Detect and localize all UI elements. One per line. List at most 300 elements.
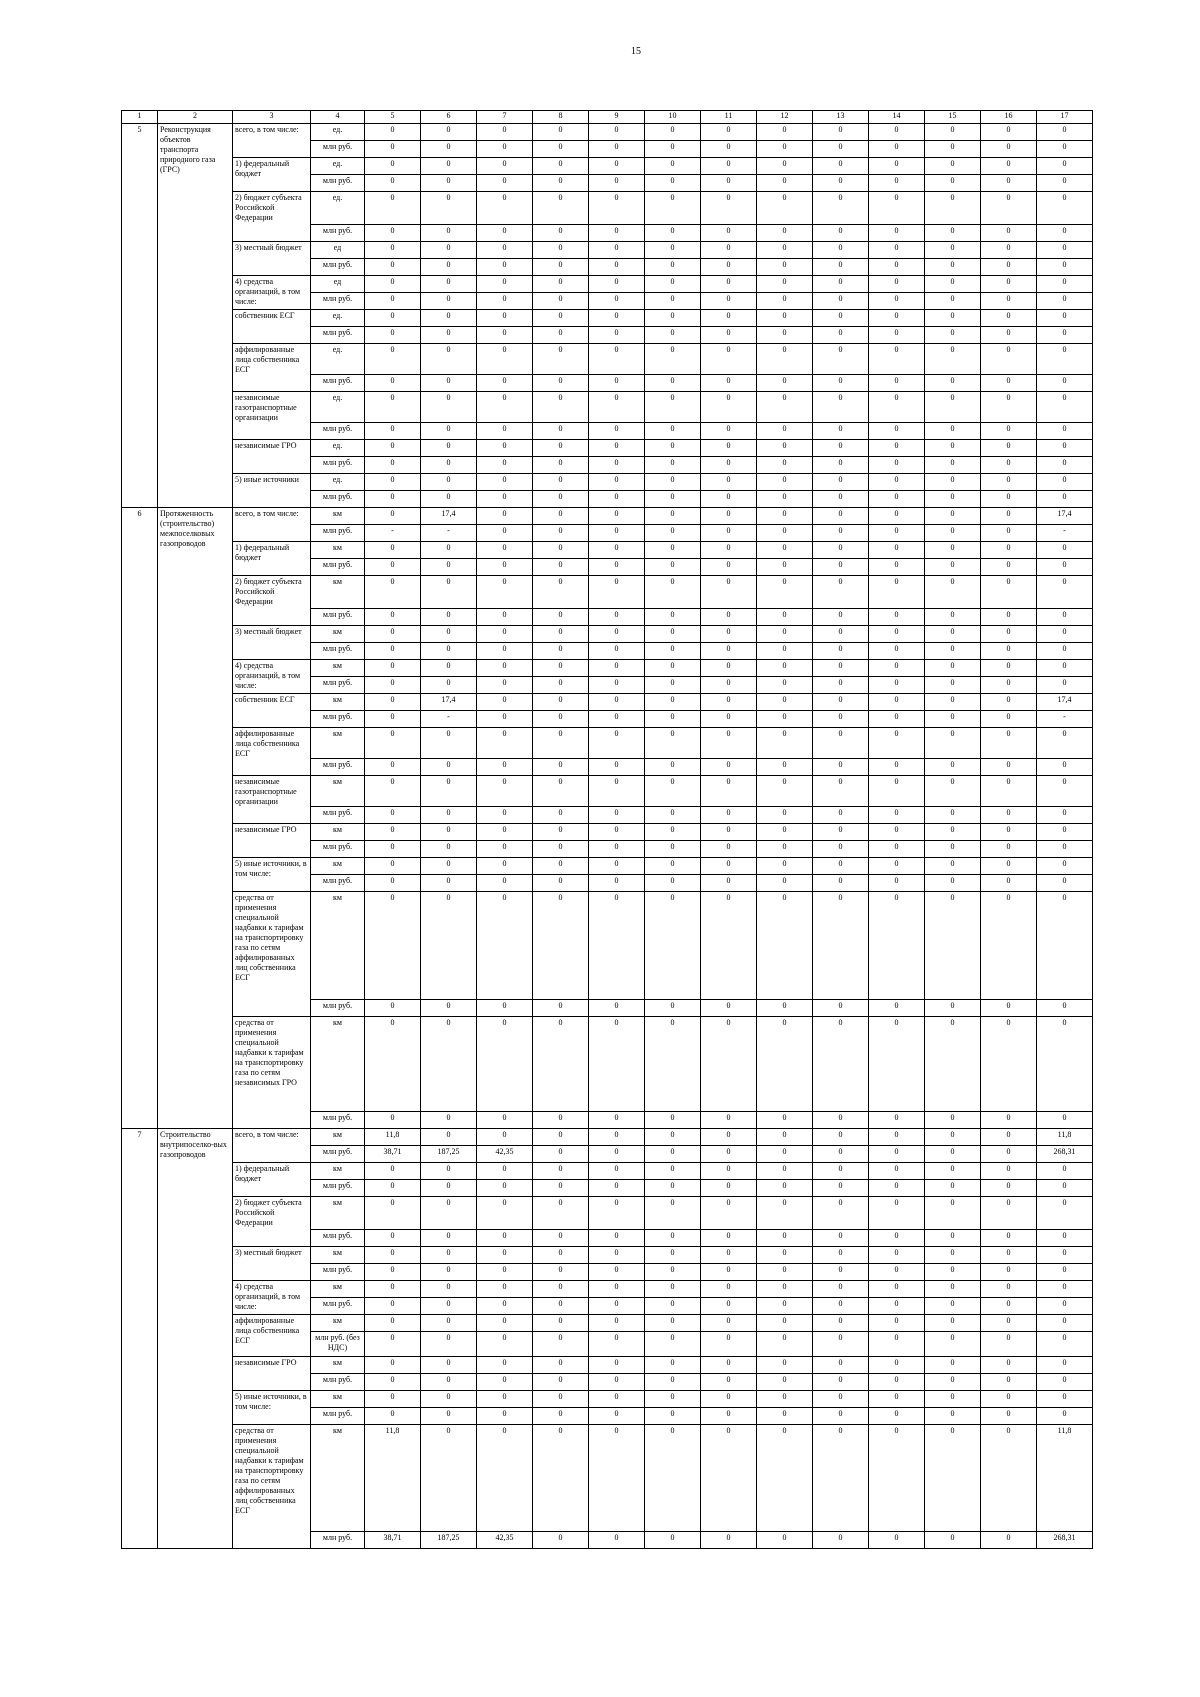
- funding-source-label: всего, в том числе:: [233, 124, 311, 158]
- unit-cell: км: [311, 1247, 365, 1264]
- value-cell: 0: [701, 1374, 757, 1391]
- value-cell: 0: [869, 1408, 925, 1425]
- value-cell: 0: [589, 1264, 645, 1281]
- value-cell: 0: [925, 440, 981, 457]
- value-cell: 0: [1037, 1230, 1093, 1247]
- value-cell: 0: [925, 327, 981, 344]
- value-cell: 0: [701, 892, 757, 1000]
- value-cell: 0: [421, 225, 477, 242]
- value-cell: 0: [981, 858, 1037, 875]
- value-cell: 0: [981, 392, 1037, 423]
- value-cell: 0: [645, 711, 701, 728]
- value-cell: 0: [813, 141, 869, 158]
- value-cell: 0: [701, 508, 757, 525]
- value-cell: 0: [533, 1532, 589, 1549]
- value-cell: 0: [757, 694, 813, 711]
- value-cell: 0: [813, 559, 869, 576]
- value-cell: 0: [981, 875, 1037, 892]
- value-cell: 0: [1037, 175, 1093, 192]
- value-cell: 0: [645, 728, 701, 759]
- value-cell: 0: [925, 1247, 981, 1264]
- value-cell: 0: [1037, 1391, 1093, 1408]
- value-cell: 0: [813, 1425, 869, 1532]
- unit-cell: км: [311, 1281, 365, 1298]
- table-row: [122, 1197, 1093, 1230]
- value-cell: 0: [589, 1332, 645, 1357]
- value-cell: 0: [477, 474, 533, 491]
- value-cell: 0: [701, 259, 757, 276]
- column-header: 16: [981, 111, 1037, 124]
- value-cell: 0: [477, 1357, 533, 1374]
- unit-cell: ед.: [311, 392, 365, 423]
- value-cell: 0: [421, 141, 477, 158]
- value-cell: 0: [533, 626, 589, 643]
- value-cell: 0: [869, 192, 925, 225]
- value-cell: 0: [421, 1298, 477, 1315]
- value-cell: 0: [533, 491, 589, 508]
- value-cell: 0: [1037, 892, 1093, 1000]
- value-cell: 0: [869, 559, 925, 576]
- value-cell: 0: [421, 1163, 477, 1180]
- value-cell: 0: [533, 776, 589, 807]
- value-cell: 0: [533, 841, 589, 858]
- value-cell: 0: [869, 660, 925, 677]
- value-cell: 0: [813, 124, 869, 141]
- value-cell: 0: [477, 141, 533, 158]
- value-cell: 0: [701, 576, 757, 609]
- value-cell: 0: [813, 508, 869, 525]
- table-row: [122, 440, 1093, 457]
- table-row: [122, 626, 1093, 643]
- value-cell: 0: [869, 694, 925, 711]
- value-cell: 0: [645, 576, 701, 609]
- value-cell: 0: [421, 1017, 477, 1112]
- unit-cell: млн руб.: [311, 175, 365, 192]
- value-cell: 0: [589, 626, 645, 643]
- value-cell: 0: [421, 192, 477, 225]
- value-cell: 0: [365, 892, 421, 1000]
- section-name: Протяженность (строительство) межпоселковых газопроводов: [158, 508, 233, 1129]
- value-cell: 0: [365, 423, 421, 440]
- unit-cell: млн руб.: [311, 875, 365, 892]
- value-cell: 0: [365, 660, 421, 677]
- value-cell: 0: [421, 474, 477, 491]
- value-cell: 0: [365, 1281, 421, 1298]
- value-cell: 0: [533, 242, 589, 259]
- funding-source-label: 2) бюджет субъекта Российской Федерации: [233, 192, 311, 242]
- unit-cell: млн руб.: [311, 1298, 365, 1315]
- value-cell: 0: [869, 759, 925, 776]
- value-cell: 0: [981, 1197, 1037, 1230]
- value-cell: 0: [981, 1247, 1037, 1264]
- value-cell: 0: [645, 694, 701, 711]
- value-cell: 0: [925, 457, 981, 474]
- value-cell: 0: [869, 1247, 925, 1264]
- value-cell: 0: [757, 423, 813, 440]
- value-cell: 0: [1037, 1298, 1093, 1315]
- value-cell: 0: [477, 344, 533, 375]
- value-cell: 0: [981, 1425, 1037, 1532]
- value-cell: 0: [589, 1425, 645, 1532]
- value-cell: 0: [365, 440, 421, 457]
- column-header: 7: [477, 111, 533, 124]
- value-cell: 0: [589, 1197, 645, 1230]
- table-row: [122, 474, 1093, 491]
- value-cell: 0: [365, 841, 421, 858]
- value-cell: 0: [589, 1146, 645, 1163]
- value-cell: 0: [589, 542, 645, 559]
- value-cell: -: [1037, 711, 1093, 728]
- value-cell: 0: [813, 711, 869, 728]
- value-cell: 0: [533, 327, 589, 344]
- value-cell: 0: [701, 824, 757, 841]
- value-cell: 0: [701, 1532, 757, 1549]
- value-cell: 0: [645, 677, 701, 694]
- value-cell: 0: [757, 677, 813, 694]
- value-cell: 0: [981, 344, 1037, 375]
- table-row: [122, 542, 1093, 559]
- value-cell: 0: [813, 875, 869, 892]
- value-cell: 0: [533, 892, 589, 1000]
- value-cell: 0: [421, 576, 477, 609]
- column-header: 12: [757, 111, 813, 124]
- value-cell: 0: [1037, 225, 1093, 242]
- value-cell: 0: [533, 728, 589, 759]
- value-cell: 0: [1037, 643, 1093, 660]
- value-cell: 0: [421, 1247, 477, 1264]
- value-cell: 0: [589, 677, 645, 694]
- value-cell: 0: [365, 491, 421, 508]
- value-cell: 0: [813, 1332, 869, 1357]
- value-cell: 42,35: [477, 1532, 533, 1549]
- value-cell: 0: [589, 1298, 645, 1315]
- value-cell: 11,8: [1037, 1129, 1093, 1146]
- value-cell: 0: [533, 1112, 589, 1129]
- value-cell: 0: [421, 759, 477, 776]
- value-cell: 0: [477, 293, 533, 310]
- value-cell: 0: [477, 609, 533, 626]
- value-cell: 268,31: [1037, 1532, 1093, 1549]
- value-cell: 0: [813, 225, 869, 242]
- value-cell: 0: [981, 1281, 1037, 1298]
- value-cell: 0: [757, 776, 813, 807]
- value-cell: 0: [365, 293, 421, 310]
- value-cell: 0: [533, 1017, 589, 1112]
- value-cell: 0: [701, 1247, 757, 1264]
- value-cell: 0: [477, 124, 533, 141]
- value-cell: 0: [1037, 327, 1093, 344]
- value-cell: 0: [589, 175, 645, 192]
- value-cell: 0: [701, 124, 757, 141]
- table-row: [122, 892, 1093, 1000]
- value-cell: 0: [421, 440, 477, 457]
- value-cell: 0: [925, 609, 981, 626]
- value-cell: 0: [589, 392, 645, 423]
- value-cell: 0: [701, 1017, 757, 1112]
- value-cell: 0: [757, 1017, 813, 1112]
- value-cell: 0: [981, 824, 1037, 841]
- value-cell: 0: [757, 124, 813, 141]
- value-cell: 0: [365, 242, 421, 259]
- value-cell: 0: [533, 1230, 589, 1247]
- value-cell: 0: [645, 327, 701, 344]
- value-cell: 0: [813, 327, 869, 344]
- unit-cell: млн руб.: [311, 1264, 365, 1281]
- value-cell: 0: [365, 677, 421, 694]
- unit-cell: км: [311, 576, 365, 609]
- value-cell: 0: [645, 276, 701, 293]
- value-cell: 0: [925, 1315, 981, 1332]
- value-cell: 0: [757, 841, 813, 858]
- value-cell: 0: [925, 1425, 981, 1532]
- value-cell: 0: [757, 643, 813, 660]
- value-cell: 0: [589, 559, 645, 576]
- value-cell: 0: [925, 1000, 981, 1017]
- value-cell: 0: [869, 293, 925, 310]
- value-cell: 0: [757, 626, 813, 643]
- value-cell: 0: [701, 242, 757, 259]
- value-cell: 0: [589, 1180, 645, 1197]
- value-cell: 0: [421, 559, 477, 576]
- table-row: [122, 776, 1093, 807]
- value-cell: 0: [925, 626, 981, 643]
- value-cell: 0: [757, 508, 813, 525]
- value-cell: 0: [701, 158, 757, 175]
- value-cell: 0: [421, 1129, 477, 1146]
- value-cell: 0: [701, 327, 757, 344]
- value-cell: 0: [421, 841, 477, 858]
- value-cell: 0: [869, 1532, 925, 1549]
- value-cell: 0: [813, 423, 869, 440]
- value-cell: 0: [365, 1230, 421, 1247]
- value-cell: 0: [869, 392, 925, 423]
- data-table: [121, 110, 1093, 1549]
- unit-cell: млн руб.: [311, 1230, 365, 1247]
- column-header: 13: [813, 111, 869, 124]
- value-cell: 0: [365, 559, 421, 576]
- value-cell: 0: [589, 344, 645, 375]
- value-cell: 0: [701, 807, 757, 824]
- value-cell: 0: [533, 1129, 589, 1146]
- value-cell: 0: [925, 1129, 981, 1146]
- unit-cell: млн руб.: [311, 1146, 365, 1163]
- value-cell: 0: [757, 824, 813, 841]
- value-cell: 0: [1037, 276, 1093, 293]
- value-cell: 0: [701, 392, 757, 423]
- value-cell: 0: [589, 1374, 645, 1391]
- value-cell: 0: [869, 626, 925, 643]
- value-cell: 0: [645, 824, 701, 841]
- value-cell: 0: [925, 643, 981, 660]
- value-cell: 0: [925, 1264, 981, 1281]
- value-cell: 0: [421, 660, 477, 677]
- value-cell: 0: [645, 141, 701, 158]
- value-cell: 0: [925, 525, 981, 542]
- value-cell: 0: [645, 776, 701, 807]
- value-cell: 0: [645, 559, 701, 576]
- value-cell: 0: [757, 1315, 813, 1332]
- value-cell: 0: [1037, 1163, 1093, 1180]
- value-cell: 0: [645, 1000, 701, 1017]
- value-cell: 0: [533, 759, 589, 776]
- value-cell: 0: [589, 1532, 645, 1549]
- value-cell: 0: [813, 158, 869, 175]
- value-cell: 0: [981, 1163, 1037, 1180]
- value-cell: 0: [477, 1163, 533, 1180]
- table-row: [122, 1391, 1093, 1408]
- value-cell: 0: [365, 158, 421, 175]
- value-cell: 0: [981, 440, 1037, 457]
- value-cell: 0: [757, 858, 813, 875]
- value-cell: 0: [477, 1298, 533, 1315]
- value-cell: 0: [477, 1264, 533, 1281]
- value-cell: 0: [813, 643, 869, 660]
- value-cell: 0: [701, 559, 757, 576]
- value-cell: 0: [365, 1000, 421, 1017]
- value-cell: 0: [925, 1281, 981, 1298]
- value-cell: 0: [701, 423, 757, 440]
- value-cell: 0: [1037, 841, 1093, 858]
- value-cell: 0: [1037, 1281, 1093, 1298]
- value-cell: 0: [421, 1425, 477, 1532]
- value-cell: 0: [1037, 293, 1093, 310]
- column-header: 6: [421, 111, 477, 124]
- value-cell: 0: [925, 1017, 981, 1112]
- value-cell: 0: [365, 643, 421, 660]
- value-cell: 17,4: [421, 694, 477, 711]
- value-cell: 0: [589, 1000, 645, 1017]
- value-cell: 0: [757, 660, 813, 677]
- value-cell: 0: [365, 858, 421, 875]
- funding-source-label: 2) бюджет субъекта Российской Федерации: [233, 1197, 311, 1247]
- value-cell: 0: [701, 626, 757, 643]
- value-cell: 0: [645, 175, 701, 192]
- value-cell: 0: [925, 276, 981, 293]
- value-cell: 0: [701, 1281, 757, 1298]
- value-cell: 0: [589, 728, 645, 759]
- value-cell: 0: [421, 626, 477, 643]
- value-cell: 0: [869, 276, 925, 293]
- column-header: 9: [589, 111, 645, 124]
- value-cell: 0: [645, 242, 701, 259]
- value-cell: 0: [981, 242, 1037, 259]
- value-cell: 0: [813, 892, 869, 1000]
- value-cell: 0: [1037, 1357, 1093, 1374]
- value-cell: 0: [701, 344, 757, 375]
- value-cell: 0: [365, 175, 421, 192]
- value-cell: 0: [981, 508, 1037, 525]
- table-row: [122, 344, 1093, 375]
- value-cell: 0: [1037, 1112, 1093, 1129]
- value-cell: 0: [477, 242, 533, 259]
- unit-cell: млн руб.: [311, 457, 365, 474]
- value-cell: 0: [701, 728, 757, 759]
- value-cell: 0: [421, 491, 477, 508]
- value-cell: 0: [981, 158, 1037, 175]
- value-cell: 0: [365, 711, 421, 728]
- value-cell: 0: [1037, 559, 1093, 576]
- value-cell: 0: [869, 1315, 925, 1332]
- value-cell: 0: [477, 508, 533, 525]
- value-cell: 0: [589, 694, 645, 711]
- value-cell: 0: [981, 175, 1037, 192]
- value-cell: 0: [701, 1298, 757, 1315]
- value-cell: 0: [869, 609, 925, 626]
- value-cell: 0: [589, 375, 645, 392]
- value-cell: 0: [925, 1230, 981, 1247]
- value-cell: 0: [869, 457, 925, 474]
- value-cell: 0: [925, 1146, 981, 1163]
- value-cell: 0: [645, 1532, 701, 1549]
- value-cell: 0: [981, 491, 1037, 508]
- unit-cell: млн руб.: [311, 807, 365, 824]
- value-cell: 0: [701, 542, 757, 559]
- unit-cell: млн руб.: [311, 677, 365, 694]
- value-cell: 0: [757, 491, 813, 508]
- value-cell: 268,31: [1037, 1146, 1093, 1163]
- table-row: [122, 728, 1093, 759]
- value-cell: 0: [589, 423, 645, 440]
- table-row: [122, 392, 1093, 423]
- value-cell: 17,4: [1037, 694, 1093, 711]
- value-cell: 0: [365, 1357, 421, 1374]
- value-cell: 0: [1037, 457, 1093, 474]
- value-cell: 0: [981, 259, 1037, 276]
- unit-cell: млн руб.: [311, 525, 365, 542]
- value-cell: 0: [1037, 1408, 1093, 1425]
- table-row: [122, 1017, 1093, 1112]
- value-cell: 0: [869, 711, 925, 728]
- value-cell: 0: [477, 1425, 533, 1532]
- value-cell: 0: [533, 225, 589, 242]
- column-header: 11: [701, 111, 757, 124]
- value-cell: 0: [757, 276, 813, 293]
- funding-source-label: 3) местный бюджет: [233, 242, 311, 276]
- unit-cell: млн руб.: [311, 1180, 365, 1197]
- section-number: 7: [122, 1129, 158, 1549]
- value-cell: 0: [813, 807, 869, 824]
- value-cell: 0: [1037, 1017, 1093, 1112]
- value-cell: 0: [813, 474, 869, 491]
- value-cell: 0: [365, 728, 421, 759]
- value-cell: 0: [757, 759, 813, 776]
- value-cell: 0: [365, 392, 421, 423]
- value-cell: 0: [701, 609, 757, 626]
- value-cell: 0: [757, 344, 813, 375]
- value-cell: 0: [421, 1332, 477, 1357]
- value-cell: 0: [421, 124, 477, 141]
- value-cell: 0: [981, 1374, 1037, 1391]
- value-cell: 0: [589, 776, 645, 807]
- value-cell: 0: [365, 824, 421, 841]
- value-cell: 0: [701, 225, 757, 242]
- value-cell: 0: [981, 609, 1037, 626]
- funding-source-label: 5) иные источники: [233, 474, 311, 508]
- value-cell: 0: [1037, 242, 1093, 259]
- value-cell: 38,71: [365, 1532, 421, 1549]
- value-cell: 0: [589, 892, 645, 1000]
- value-cell: 11,8: [365, 1129, 421, 1146]
- value-cell: 0: [645, 892, 701, 1000]
- value-cell: 0: [421, 542, 477, 559]
- unit-cell: млн руб.: [311, 423, 365, 440]
- unit-cell: км: [311, 1315, 365, 1332]
- value-cell: 0: [701, 1425, 757, 1532]
- value-cell: 0: [589, 875, 645, 892]
- value-cell: 0: [813, 660, 869, 677]
- value-cell: 0: [477, 711, 533, 728]
- value-cell: 0: [869, 259, 925, 276]
